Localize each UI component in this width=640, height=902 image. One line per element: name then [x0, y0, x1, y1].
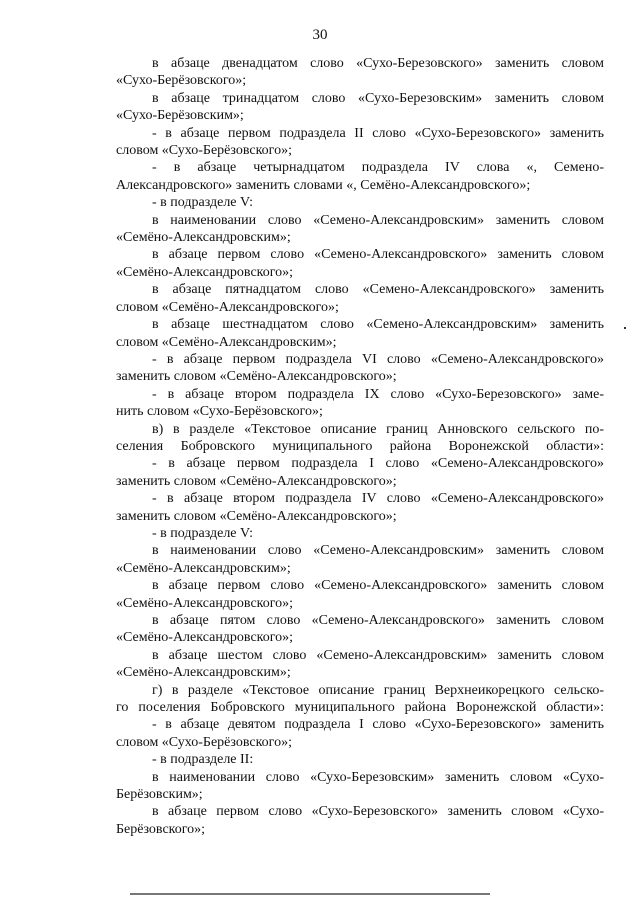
text-line: го поселения Бобровского муниципального района Воронежской области»:: [116, 700, 604, 716]
document-body: [116, 55, 604, 838]
text-line: заменить словом «Семёно-Александровского»;: [116, 369, 397, 385]
text-line: «Семёно-Александровским»;: [116, 560, 291, 576]
text-line: заменить словом «Семёно-Александровского»;: [116, 473, 397, 489]
bottom-edge-line: [130, 893, 490, 895]
text-line: - в подразделе V:: [152, 195, 253, 211]
text-line: - в подразделе V:: [152, 525, 253, 541]
text-line: в наименовании слово «Семено-Александровским» заменить словом: [152, 543, 604, 559]
text-line: заменить словом «Семёно-Александровского»;: [116, 508, 397, 524]
page-number: 30: [312, 27, 328, 43]
text-line: Берёзовским»;: [116, 787, 203, 803]
text-line: в абзаце пятом слово «Семено-Александровского» заменить словом: [152, 613, 604, 628]
text-line: «Семёно-Александровского»;: [116, 630, 294, 646]
text-line: в абзаце первом слово «Семено-Александровского» заменить словом: [152, 247, 604, 263]
text-line: «Семёно-Александровского»;: [116, 264, 294, 280]
margin-mark: [624, 327, 626, 329]
text-line: «Семёно-Александровским»;: [116, 665, 291, 681]
text-line: - в абзаце четырнадцатом подраздела IV слова «, Семено-: [152, 160, 604, 176]
text-line: - в абзаце первом подраздела I слово «Семено-Александровского»: [152, 456, 604, 472]
text-line: в) в разделе «Текстовое описание границ Анновского сельского по-: [152, 421, 604, 437]
text-line: - в подразделе II:: [152, 752, 254, 768]
text-line: в наименовании слово «Семено-Александровским» заменить словом: [152, 212, 604, 228]
text-line: словом «Семёно-Александровским»;: [116, 334, 337, 350]
text-line: в абзаце двенадцатом слово «Сухо-Березовского» заменить словом: [152, 56, 604, 71]
text-line: в абзаце пятнадцатом слово «Семено-Александровского» заменить: [152, 282, 604, 298]
text-line: в абзаце тринадцатом слово «Сухо-Березовским» заменить словом: [152, 90, 604, 106]
text-line: Берёзовского»;: [116, 821, 206, 837]
text-line: «Сухо-Берёзовского»;: [116, 73, 247, 89]
text-line: в абзаце шестнадцатом слово «Семено-Александровским» заменить: [152, 317, 604, 333]
text-line: селения Бобровского муниципального района Воронежской области»:: [116, 438, 604, 454]
text-line: - в абзаце первом подраздела VI слово «Семено-Александровского»: [152, 351, 604, 367]
text-line: - в абзаце втором подраздела IV слово «Семено-Александровского»: [152, 491, 604, 507]
text-line: «Семёно-Александровским»;: [116, 230, 291, 246]
text-line: - в абзаце девятом подраздела I слово «Сухо-Березовского» заменить: [152, 717, 604, 733]
text-line: г) в разделе «Текстовое описание границ Верхнеикорецкого сельско-: [152, 682, 604, 698]
text-line: «Семёно-Александровского»;: [116, 595, 294, 611]
text-line: в абзаце первом слово «Сухо-Березовского» заменить словом «Сухо-: [152, 804, 604, 820]
text-line: - в абзаце втором подраздела IX слово «Сухо-Березовского» заме-: [152, 386, 604, 402]
text-line: в абзаце шестом слово «Семено-Александровским» заменить словом: [152, 647, 604, 663]
text-line: - в абзаце первом подраздела II слово «Сухо-Березовского» заменить: [152, 125, 604, 141]
text-line: «Сухо-Берёзовским»;: [116, 108, 244, 124]
text-line: словом «Сухо-Берёзовского»;: [116, 143, 292, 159]
text-line: словом «Сухо-Берёзовского»;: [116, 734, 292, 750]
text-line: словом «Семёно-Александровского»;: [116, 299, 339, 315]
text-line: нить словом «Сухо-Берёзовского»;: [116, 404, 323, 420]
text-line: в абзаце первом слово «Семено-Александровского» заменить словом: [152, 578, 604, 594]
text-line: Александровского» заменить словами «, Семёно-Александровского»;: [116, 177, 531, 193]
text-line: в наименовании слово «Сухо-Березовским» заменить словом «Сухо-: [152, 769, 604, 785]
